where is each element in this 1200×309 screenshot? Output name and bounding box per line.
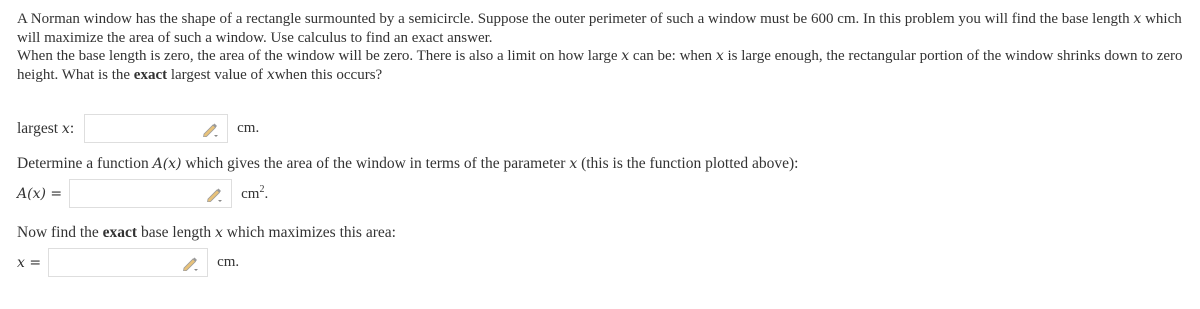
intro-paragraph-2: When the base length is zero, the area of the window will be zero. There is also a limit on how large x can be: when x is large enough, the rectangular portion of the window shrinks down to zero height. What is the exact largest value of xwhen this occurs?: [17, 48, 1183, 83]
largest-x-row: [17, 114, 259, 143]
pencil-icon[interactable]: [201, 121, 219, 137]
area-function-label: A(x) =: [17, 185, 63, 202]
area-function-row: [17, 179, 268, 208]
area-function-prompt: Determine a function A(x) which gives the area of the window in terms of the parameter x (this is the function plotted above):: [17, 155, 799, 172]
largest-x-unit: cm.: [237, 120, 260, 136]
area-function-field[interactable]: [69, 179, 232, 208]
area-function-unit: $cm^2$.: [241, 184, 269, 202]
pencil-icon[interactable]: [181, 255, 199, 271]
largest-x-label: largest x:: [17, 119, 75, 137]
maximizing-x-field[interactable]: [48, 248, 208, 277]
maximize-prompt: Now find the exact base length x which maximizes this area:: [17, 224, 396, 241]
maximizing-x-label: x =: [17, 254, 42, 271]
problem-statement: [17, 10, 1187, 84]
maximizing-x-row: [17, 248, 239, 277]
largest-x-field[interactable]: [84, 114, 228, 143]
pencil-icon[interactable]: [205, 186, 223, 202]
intro-paragraph-1: A Norman window has the shape of a rectangle surmounted by a semicircle. Suppose the outer perimeter of such a window must be 600 cm. In this problem you will find the base length x which will maximize the area of such a window. Use calculus to find an exact answer.: [17, 11, 1182, 46]
maximizing-x-unit: cm.: [217, 254, 240, 270]
